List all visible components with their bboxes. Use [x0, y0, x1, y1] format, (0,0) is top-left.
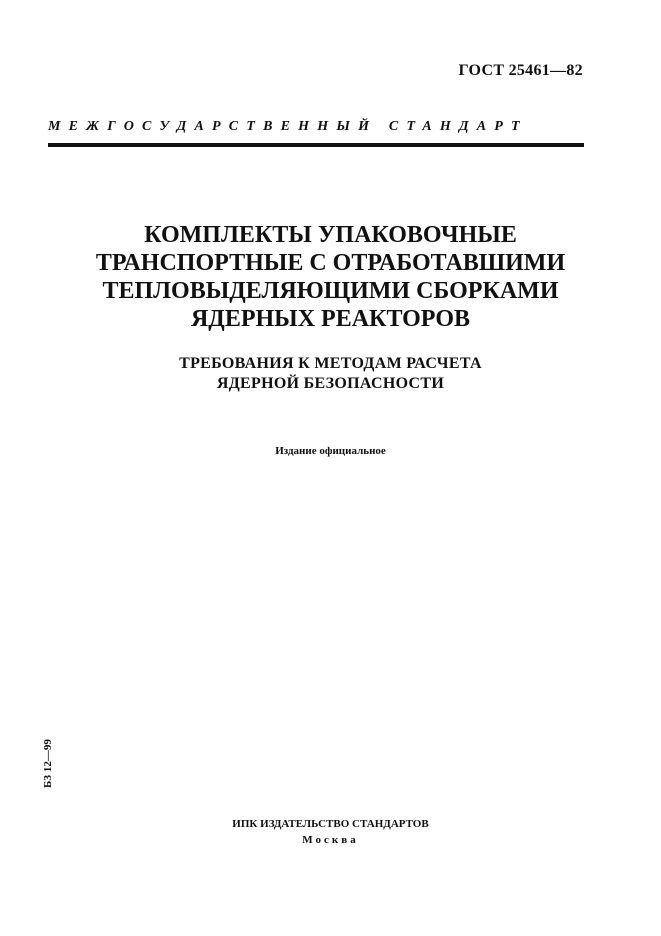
header-rule: [48, 143, 584, 147]
interstate-standard-label: МЕЖГОСУДАРСТВЕННЫЙ СТАНДАРТ: [48, 119, 528, 134]
subtitle-line: ЯДЕРНОЙ БЕЗОПАСНОСТИ: [216, 375, 445, 392]
title-line: ТРАНСПОРТНЫЕ С ОТРАБОТАВШИМИ: [95, 250, 566, 276]
edition-note: Издание официальное: [275, 445, 386, 457]
publisher-block: [40, 816, 621, 848]
publisher-name: ИПК ИЗДАТЕЛЬСТВО СТАНДАРТОВ: [232, 818, 429, 830]
subtitle-line: ТРЕБОВАНИЯ К МЕТОДАМ РАСЧЕТА: [179, 355, 482, 372]
side-code: БЗ 12—99: [42, 739, 54, 788]
title-line: ТЕПЛОВЫДЕЛЯЮЩИМИ СБОРКАМИ: [102, 278, 559, 304]
title-line: КОМПЛЕКТЫ УПАКОВОЧНЫЕ: [144, 222, 517, 248]
title-line: ЯДЕРНЫХ РЕАКТОРОВ: [190, 306, 471, 332]
document-subtitle: [40, 354, 621, 394]
document-title: [40, 221, 621, 333]
standard-number: ГОСТ 25461—82: [458, 62, 583, 79]
publisher-city: Москва: [302, 834, 359, 846]
